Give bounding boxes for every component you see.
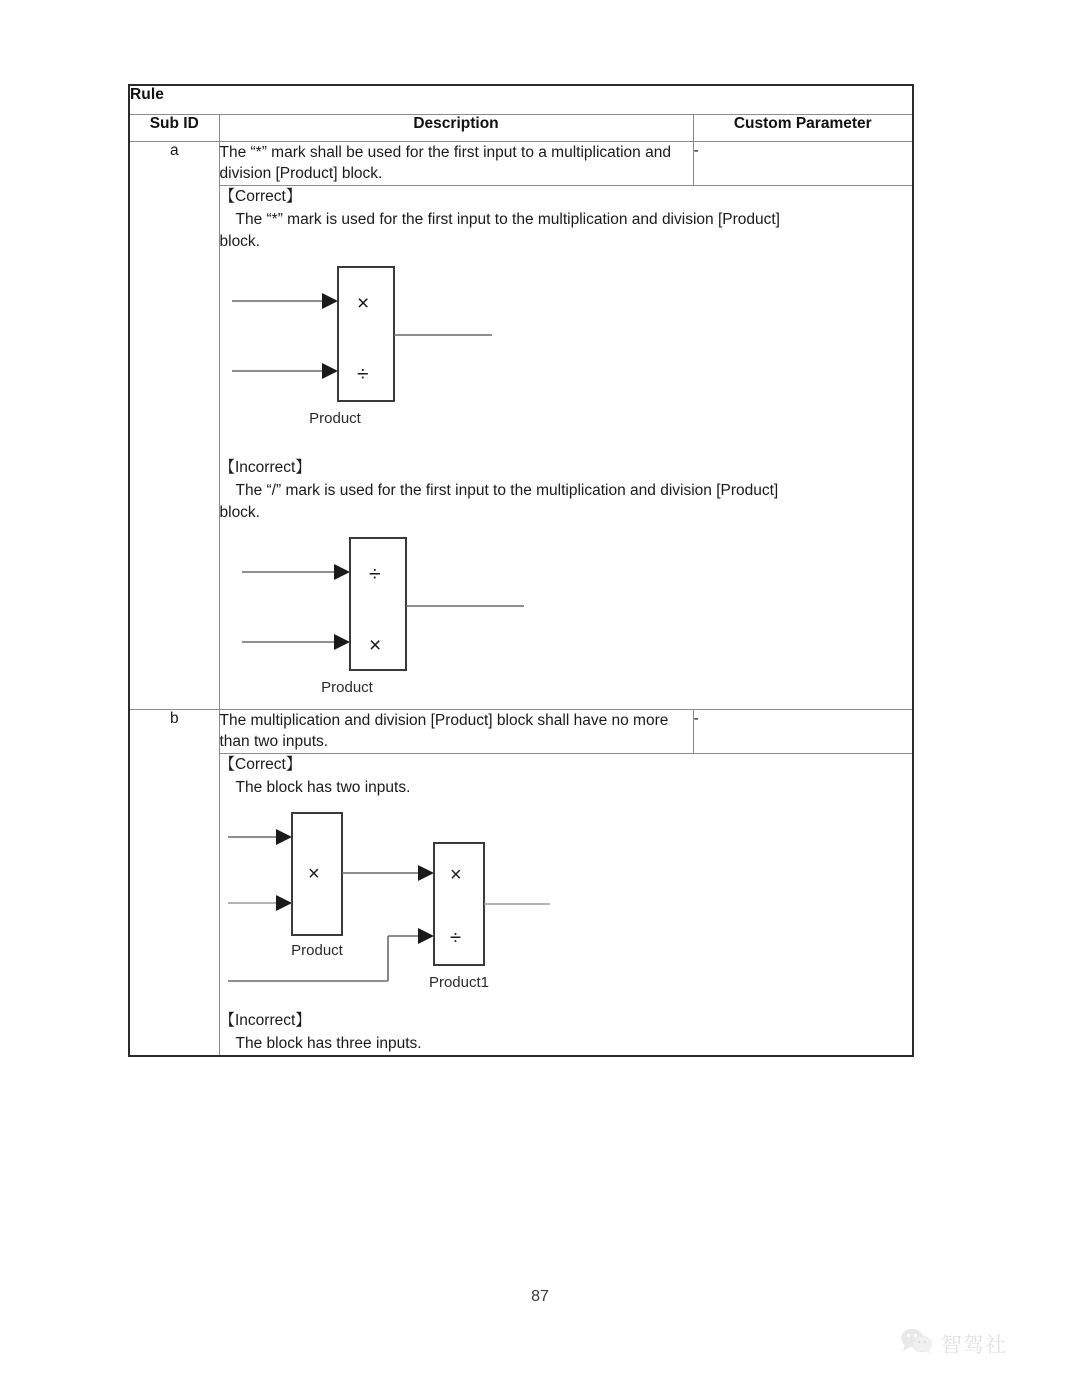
cell-description-a: The “*” mark shall be used for the first input to a multiplication and division [Product] block. bbox=[219, 142, 693, 186]
correct-text-a: The “*” mark is used for the first input to the multiplication and division [Product] bbox=[235, 210, 780, 228]
cell-description-b: The multiplication and division [Product] block shall have no more than two inputs. bbox=[219, 709, 693, 753]
rule-table bbox=[128, 84, 914, 1057]
svg-text:×: × bbox=[449, 863, 462, 886]
table-row bbox=[129, 142, 913, 186]
correct-label-b: 【Correct】 bbox=[219, 755, 302, 773]
cell-sub-id-b: b bbox=[129, 709, 219, 1055]
figure-product-block-incorrect bbox=[234, 524, 913, 709]
svg-text:÷: ÷ bbox=[449, 926, 461, 949]
figure-product-block-correct bbox=[220, 253, 913, 443]
incorrect-label-b: 【Incorrect】 bbox=[219, 1011, 311, 1029]
table-row-examples bbox=[129, 185, 913, 709]
table-row-examples bbox=[129, 753, 913, 1056]
table-title-row bbox=[129, 85, 913, 115]
cell-custom-parameter-b: - bbox=[693, 709, 913, 753]
table-header-row bbox=[129, 115, 913, 142]
figure-two-product-blocks-chained bbox=[220, 805, 913, 1000]
cell-examples-b bbox=[219, 753, 913, 1056]
correct-text-a-cont: block. bbox=[219, 232, 260, 250]
cell-sub-id-a: a bbox=[129, 142, 219, 710]
header-custom-parameter: Custom Parameter bbox=[693, 115, 913, 142]
incorrect-text-b: The block has three inputs. bbox=[235, 1034, 422, 1052]
svg-text:÷: ÷ bbox=[368, 562, 381, 586]
watermark-text: 智驾社 bbox=[941, 1333, 1007, 1357]
cell-examples-a bbox=[219, 185, 913, 709]
svg-text:×: × bbox=[307, 862, 320, 885]
rule-title-band: Rule bbox=[129, 85, 913, 115]
cell-custom-parameter-a: - bbox=[693, 142, 913, 186]
svg-text:÷: ÷ bbox=[356, 362, 369, 386]
svg-text:×: × bbox=[368, 633, 381, 657]
correct-text-b: The block has two inputs. bbox=[235, 778, 411, 796]
svg-text:Product: Product bbox=[290, 941, 343, 959]
incorrect-label-a: 【Incorrect】 bbox=[219, 458, 311, 476]
svg-text:×: × bbox=[356, 291, 369, 315]
svg-text:Product1: Product1 bbox=[428, 973, 489, 991]
correct-label-a: 【Correct】 bbox=[219, 187, 302, 205]
header-sub-id: Sub ID bbox=[129, 115, 219, 142]
svg-text:Product: Product bbox=[320, 678, 373, 696]
wechat-icon bbox=[900, 1328, 934, 1360]
incorrect-text-a-cont: block. bbox=[219, 503, 260, 521]
header-description: Description bbox=[219, 115, 693, 142]
svg-text:Product: Product bbox=[308, 409, 361, 427]
page-number: 87 bbox=[531, 1288, 549, 1305]
watermark bbox=[900, 1328, 1007, 1360]
incorrect-text-a: The “/” mark is used for the first input to the multiplication and division [Product] bbox=[235, 481, 779, 499]
table-row bbox=[129, 709, 913, 753]
